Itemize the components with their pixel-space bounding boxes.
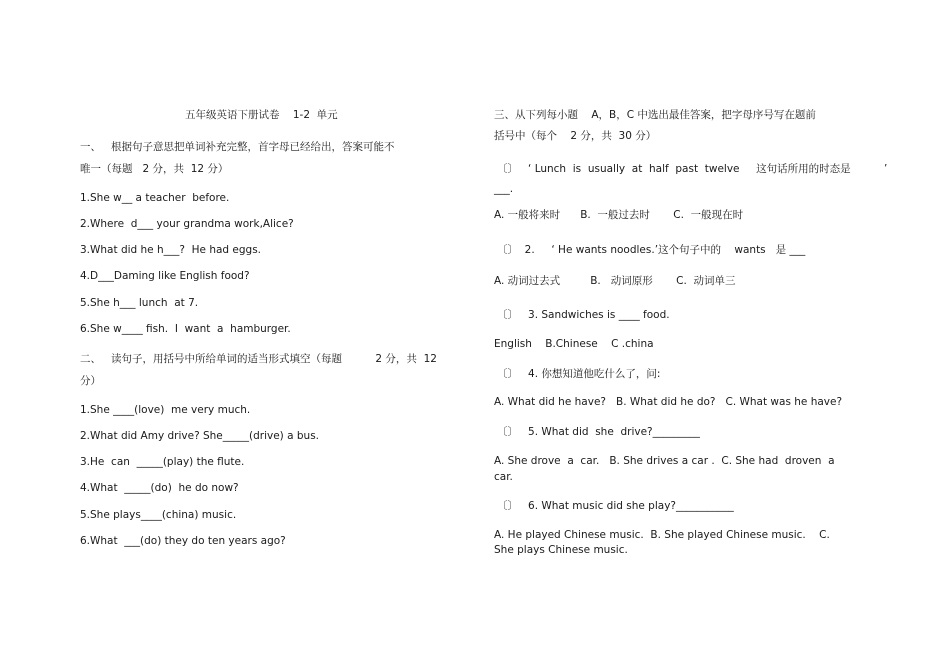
question-3-stem: 〔〕 3. Sandwiches is ____ food.: [497, 309, 670, 321]
section2-item: 6.What ___(do) they do ten years ago?: [80, 535, 286, 547]
section2-item: 2.What did Amy drive? She_____(drive) a bus.: [80, 430, 320, 442]
exam-title: 五年级英语下册试卷 1-2 单元: [185, 109, 338, 121]
section2-item: 1.She ____(love) me very much.: [80, 404, 251, 416]
section1-item: 3.What did he h___? He had eggs.: [80, 244, 262, 256]
section1-heading: 一、 根据句子意思把单词补充完整，首字母已经给出，答案可能不: [80, 141, 395, 153]
section2-heading: 二、 读句子，用括号中所给单词的适当形式填空（每题 2 分，共 12: [80, 353, 437, 365]
section2-item: 3.He can _____(play) the flute.: [80, 456, 245, 468]
question-6-options-cont: She plays Chinese music.: [494, 544, 628, 556]
question-6-options: A. He played Chinese music. B. She played Chinese music. C.: [494, 529, 830, 541]
section3-heading: 三、从下列每小题 A，B，C 中选出最佳答案，把字母序号写在题前: [494, 109, 816, 121]
question-2-options: A. 动词过去式 B. 动词原形 C. 动词单三: [494, 275, 736, 287]
section2-heading-cont: 分）: [80, 375, 101, 387]
question-3-options: English B.Chinese C .china: [494, 338, 654, 350]
section2-item: 4.What _____(do) he do now?: [80, 482, 239, 494]
question-4-stem: 〔〕 4. 你想知道他吃什么了，问:: [497, 368, 661, 380]
section1-item: 5.She h___ lunch at 7.: [80, 297, 199, 309]
question-1-options: A. 一般将来时 B. 一般过去时 C. 一般现在时: [494, 209, 744, 221]
section1-item: 2.Where d___ your grandma work,Alice?: [80, 218, 294, 230]
section2-item: 5.She plays____(china) music.: [80, 509, 237, 521]
question-6-stem: 〔〕 6. What music did she play?___________: [497, 500, 734, 512]
question-5-options-cont: car.: [494, 471, 513, 483]
question-4-options: A. What did he have? B. What did he do? C. What was he have?: [494, 396, 843, 408]
question-1-stem-cont: ___.: [494, 183, 514, 195]
section1-item: 6.She w____ fish. I want a hamburger.: [80, 323, 291, 335]
question-1-stem: 〔〕 ‘ Lunch is usually at half past twelve 这句话所用的时态是 ’: [497, 163, 888, 175]
section1-item: 4.D___Daming like English food?: [80, 270, 250, 282]
question-5-stem: 〔〕 5. What did she drive?_________: [497, 426, 700, 438]
section1-item: 1.She w__ a teacher before.: [80, 192, 230, 204]
question-5-options: A. She drove a car. B. She drives a car . C. She had droven a: [494, 455, 835, 467]
section3-heading-cont: 括号中（每个 2 分，共 30 分）: [494, 130, 657, 142]
section1-heading-cont: 唯一（每题 2 分，共 12 分）: [80, 163, 229, 175]
question-2-stem: 〔〕 2. ‘ He wants noodles.’这个句子中的 wants 是 ___: [497, 244, 806, 256]
